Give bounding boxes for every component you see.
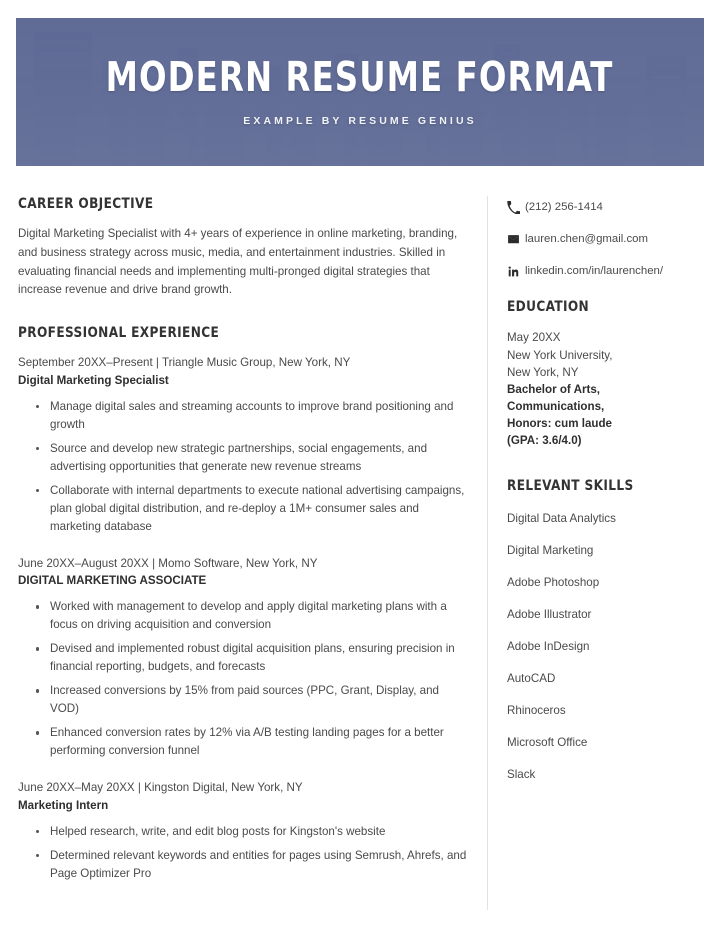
job-bullet: Worked with management to develop and apply digital marketing plans with a focus on driving acquisition and conversion bbox=[18, 598, 470, 634]
skill-item: Adobe Photoshop bbox=[507, 575, 600, 589]
job-meta: June 20XX–August 20XX | Momo Software, New York, NY bbox=[18, 556, 318, 570]
job-bullet-list bbox=[18, 398, 470, 536]
skill-item: AutoCAD bbox=[507, 671, 556, 685]
contact-row[interactable] bbox=[507, 264, 707, 279]
phone-icon bbox=[507, 201, 525, 214]
education-heading: EDUCATION bbox=[507, 299, 590, 316]
career-objective-text: Digital Marketing Specialist with 4+ years of experience in online marketing, branding, and business strategy across music, media, and entertainment industries. Skilled in evaluating financial needs and implementing multi-pronged digital strategies that increase revenue and drive brand growth. bbox=[18, 227, 458, 297]
relevant-skills-section bbox=[507, 478, 707, 783]
skills-list bbox=[507, 511, 707, 783]
skill-item: Slack bbox=[507, 768, 536, 782]
sidebar-column bbox=[507, 200, 707, 782]
education-line: May 20XX bbox=[507, 331, 561, 345]
skill-item: Microsoft Office bbox=[507, 736, 588, 750]
education-line: New York University, bbox=[507, 348, 613, 362]
job-title: Digital Marketing Specialist bbox=[18, 373, 169, 387]
education-line: Honors: cum laude bbox=[507, 417, 613, 431]
relevant-skills-heading: RELEVANT SKILLS bbox=[507, 477, 634, 494]
professional-experience-heading: PROFESSIONAL EXPERIENCE bbox=[18, 325, 220, 342]
education-line: Communications, bbox=[507, 400, 605, 414]
education-line: (GPA: 3.6/4.0) bbox=[507, 434, 582, 448]
skill-item: Adobe InDesign bbox=[507, 639, 590, 653]
skill-item: Adobe Illustrator bbox=[507, 607, 592, 621]
skill-item: Digital Marketing bbox=[507, 543, 594, 557]
education-section bbox=[507, 299, 707, 449]
job-bullet-list bbox=[18, 823, 470, 883]
job-entry bbox=[18, 779, 470, 883]
job-list bbox=[18, 354, 470, 883]
page-subtitle: EXAMPLE BY RESUME GENIUS bbox=[243, 115, 477, 127]
main-column bbox=[18, 196, 470, 883]
contact-value: lauren.chen@gmail.com bbox=[525, 232, 648, 245]
job-title: Marketing Intern bbox=[18, 798, 109, 812]
job-bullet: Enhanced conversion rates by 12% via A/B testing landing pages for a better performing conversion funnel bbox=[18, 724, 470, 760]
education-line: Bachelor of Arts, bbox=[507, 382, 600, 396]
job-bullet-list bbox=[18, 598, 470, 760]
job-bullet: Increased conversions by 15% from paid sources (PPC, Grant, Display, and VOD) bbox=[18, 682, 470, 718]
column-divider bbox=[487, 196, 488, 910]
job-entry bbox=[18, 555, 470, 761]
contact-row[interactable] bbox=[507, 200, 707, 215]
job-bullet: Collaborate with internal departments to execute national advertising campaigns, plan global digital distribution, and re-deploy a 1M+ consumer sales and marketing database bbox=[18, 482, 470, 536]
contact-row[interactable] bbox=[507, 232, 707, 247]
career-objective-heading: CAREER OBJECTIVE bbox=[18, 196, 154, 212]
job-bullet: Devised and implemented robust digital acquisition plans, ensuring precision in financial reporting, budgets, and forecasts bbox=[18, 640, 470, 676]
linkedin-icon bbox=[507, 265, 525, 278]
page-title: MODERN RESUME FORMAT bbox=[106, 53, 614, 101]
contact-value: (212) 256-1414 bbox=[525, 201, 603, 213]
job-entry bbox=[18, 354, 470, 536]
career-objective-section bbox=[18, 196, 470, 300]
job-title: DIGITAL MARKETING ASSOCIATE bbox=[18, 574, 207, 588]
skill-item: Digital Data Analytics bbox=[507, 511, 616, 525]
education-line: New York, NY bbox=[507, 365, 579, 379]
job-meta: September 20XX–Present | Triangle Music Group, New York, NY bbox=[18, 356, 351, 370]
header-banner bbox=[16, 18, 704, 166]
job-meta: June 20XX–May 20XX | Kingston Digital, New York, NY bbox=[18, 781, 303, 795]
email-icon bbox=[507, 233, 525, 246]
contact-value: linkedin.com/in/laurenchen/ bbox=[525, 264, 664, 277]
job-bullet: Manage digital sales and streaming accounts to improve brand positioning and growth bbox=[18, 398, 470, 434]
job-bullet: Determined relevant keywords and entities for pages using Semrush, Ahrefs, and Page Optimizer Pro bbox=[18, 847, 470, 883]
contact-list bbox=[507, 200, 707, 278]
job-bullet: Source and develop new strategic partnerships, social engagements, and advertising opportunities that generate new revenue streams bbox=[18, 440, 470, 476]
job-bullet: Helped research, write, and edit blog posts for Kingston's website bbox=[18, 823, 470, 841]
professional-experience-section bbox=[18, 325, 470, 883]
skill-item: Rhinoceros bbox=[507, 703, 566, 717]
education-details bbox=[507, 329, 707, 449]
